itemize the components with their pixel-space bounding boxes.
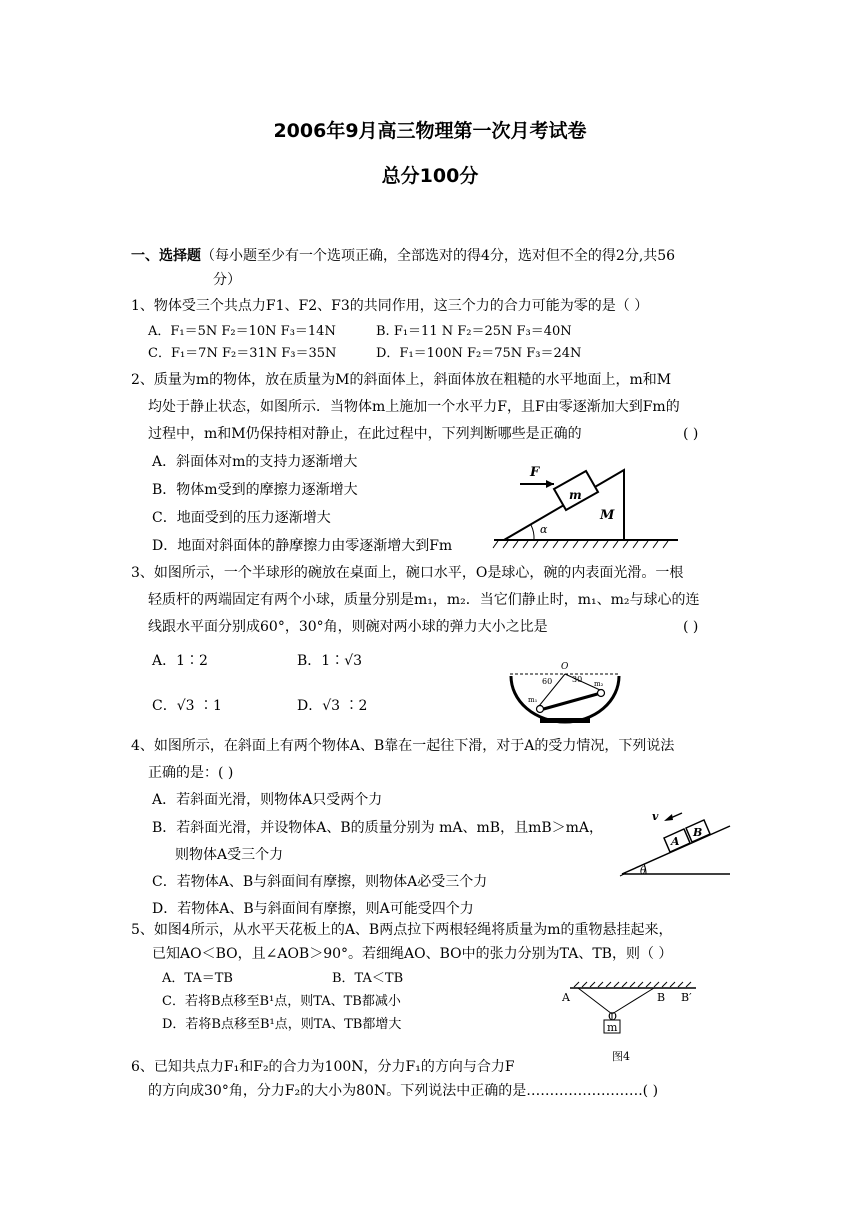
point-label-A: A <box>562 991 570 1004</box>
q4-option-a: A．若斜面光滑，则物体A只受两个力 <box>152 792 383 808</box>
q1-option-d: D．F₁＝100N F₂＝75N F₃＝24N <box>376 346 582 361</box>
angle-label-30: 30 <box>572 675 583 684</box>
q3-answer-blank: ( ) <box>683 619 699 635</box>
q4-line1: 4、如图所示，在斜面上有两个物体A、B靠在一起往下滑，对于A的受力情况，下列说法 <box>131 738 675 754</box>
q5-option-d: D．若将B点移至B¹点，则TA、TB都增大 <box>162 1017 402 1032</box>
ball-label-m2: m₂ <box>594 680 604 688</box>
incline-block-figure <box>490 462 680 550</box>
q5-line1: 5、如图4所示，从水平天花板上的A、B两点拉下两根轻绳将质量为m的重物悬挂起来， <box>131 922 673 938</box>
q2-option-a: A．斜面体对m的支持力逐渐增大 <box>152 454 358 470</box>
q3-option-c: C．√3 ∶1 <box>152 698 222 714</box>
q4-option-d: D．若物体A、B与斜面间有摩擦，则A可能受四个力 <box>152 901 474 917</box>
q1-stem: 1、物体受三个共点力F1、F2、F3的共同作用，这三个力的合力可能为零的是（ ） <box>131 298 649 314</box>
point-label-B-prime: B′ <box>681 991 692 1004</box>
section-heading: 一、选择题 <box>131 248 201 264</box>
point-label-B: B <box>657 991 666 1004</box>
q4-option-b: B．若斜面光滑，并设物体A、B的质量分别为 mA、mB，且mB＞mA， <box>152 820 604 836</box>
two-block-incline-figure <box>616 806 734 878</box>
total-score: 总分100分 <box>381 165 479 187</box>
q2-line1: 2、质量为m的物体，放在质量为M的斜面体上，斜面体放在粗糙的水平地面上，m和M <box>131 372 672 388</box>
force-label-F: F <box>530 465 540 480</box>
q6-line2: 的方向成30°角，分力F₂的大小为80N。下列说法中正确的是…………………….( ) <box>148 1083 659 1099</box>
angle-label-theta: θ <box>640 866 647 877</box>
q1-option-c: C．F₁＝7N F₂＝31N F₃＝35N <box>148 346 337 361</box>
bowl-figure <box>506 660 624 726</box>
q4-line2: 正确的是：( ) <box>148 765 234 781</box>
q3-line3: 线跟水平面分别成60°，30°角，则碗对两小球的弹力大小之比是 <box>148 619 548 635</box>
q4-option-b-cont: 则物体A受三个力 <box>175 847 284 863</box>
velocity-label-v: v <box>652 810 659 823</box>
angle-label-alpha: α <box>540 523 548 536</box>
figure-caption: 图4 <box>612 1050 630 1063</box>
q2-answer-blank: ( ) <box>683 426 699 442</box>
q3-line1: 3、如图所示，一个半球形的碗放在桌面上，碗口水平，O是球心，碗的内表面光滑。一根 <box>131 565 684 581</box>
hanging-mass-figure <box>556 982 706 1064</box>
ball-label-m1: m₁ <box>528 696 538 704</box>
q1-option-a: A．F₁＝5N F₂＝10N F₃＝14N <box>148 324 336 339</box>
section-instructions <box>131 246 675 266</box>
q3-option-b: B．1∶√3 <box>297 653 363 669</box>
q5-option-a: A．TA＝TB <box>162 971 233 986</box>
q2-option-b: B．物体m受到的摩擦力逐渐增大 <box>152 482 358 498</box>
q1-option-b: B. F₁＝11 N F₂＝25N F₃＝40N <box>376 324 572 339</box>
q5-line2: 已知AO＜BO，且∠AOB＞90°。若细绳AO、BO中的张力分别为TA、TB，则（ ） <box>152 946 673 962</box>
wedge-label-M: M <box>600 508 615 523</box>
q4-option-c: C．若物体A、B与斜面间有摩擦，则物体A必受三个力 <box>152 874 488 890</box>
q2-option-c: C．地面受到的压力逐渐增大 <box>152 510 331 526</box>
q3-option-d: D．√3 ∶2 <box>297 698 368 714</box>
q2-option-d: D．地面对斜面体的静摩擦力由零逐渐增大到Fm <box>152 538 453 554</box>
section-note: （每小题至少有一个选项正确，全部选对的得4分，选对但不全的得2分,共56 <box>201 248 676 264</box>
block-label-B: B <box>693 826 703 839</box>
q5-option-b: B．TA＜TB <box>332 971 404 986</box>
section-note-cont: 分） <box>213 272 241 288</box>
block-label-A: A <box>671 835 680 848</box>
center-label-O: O <box>561 662 569 672</box>
q5-option-c: C．若将B点移至B¹点，则TA、TB都减小 <box>162 994 401 1009</box>
q6-line1: 6、已知共点力F₁和F₂的合力为100N，分力F₁的方向与合力F <box>131 1059 515 1075</box>
mass-label-m: m <box>607 1021 618 1034</box>
q2-line3: 过程中，m和M仍保持相对静止，在此过程中，下列判断哪些是正确的 <box>148 426 582 442</box>
q3-line2: 轻质杆的两端固定有两个小球，质量分别是m₁，m₂．当它们静止时，m₁、m₂与球心的连 <box>148 592 700 608</box>
exam-title: 2006年9月高三物理第一次月考试卷 <box>273 120 587 142</box>
q2-line2: 均处于静止状态，如图所示．当物体m上施加一个水平力F，且F由零逐渐加大到Fm的 <box>148 399 680 415</box>
q3-option-a: A．1∶2 <box>152 653 208 669</box>
angle-label-60: 60 <box>542 677 553 686</box>
point-label-O: O <box>608 1010 618 1023</box>
block-label-m: m <box>569 488 582 502</box>
